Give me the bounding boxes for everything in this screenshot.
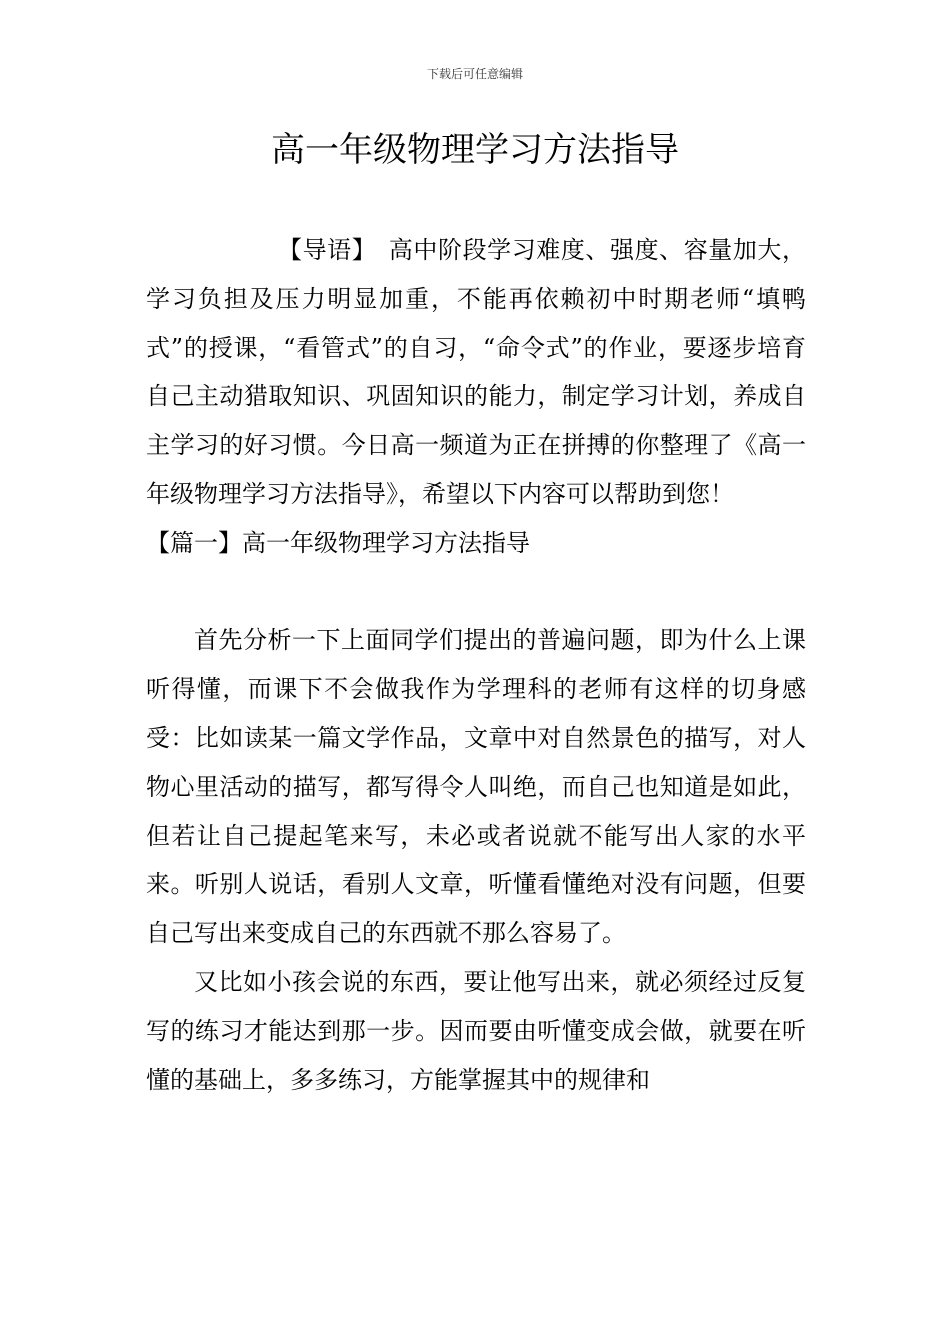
page-title: 高一年级物理学习方法指导 xyxy=(271,130,679,170)
intro-paragraph: 【导语】 高中阶段学习难度、强度、容量加大，学习负担及压力明显加重，不能再依赖初中时期老师“填鸭式”的授课，“看管式”的自习，“命令式”的作业，要逐步培育自己主动猎取知识、巩固知识的能力，制定学习计划，养成自主学习的好习惯。今日高一频道为正在拼搏的你整理了《高一年级物理学习方法指导》，希望以下内容可以帮助到您！ xyxy=(146,236,806,508)
section-heading: 【篇一】高一年级物理学习方法指导 xyxy=(146,528,530,557)
blank-line xyxy=(146,568,806,617)
header-note: 下载后可任意编辑 xyxy=(426,67,523,81)
body-paragraph: 首先分析一下上面同学们提出的普遍问题，即为什么上课听得懂，而课下不会做我作为学理科的老师有这样的切身感受：比如读某一篇文学作品，文章中对自然景色的描写，对人物心里活动的描写，都写得令人叫绝，而自己也知道是如此，但若让自己提起笔来写，未必或者说就不能写出人家的水平来。听别人说话，看别人文章，听懂看懂绝对没有问题，但要自己写出来变成自己的东西就不那么容易了。 xyxy=(146,626,806,948)
body-paragraph: 又比如小孩会说的东西，要让他写出来，就必须经过反复写的练习才能达到那一步。因而要由听懂变成会做，就要在听懂的基础上，多多练习，方能掌握其中的规律和 xyxy=(146,967,806,1094)
document-body xyxy=(146,226,806,1104)
